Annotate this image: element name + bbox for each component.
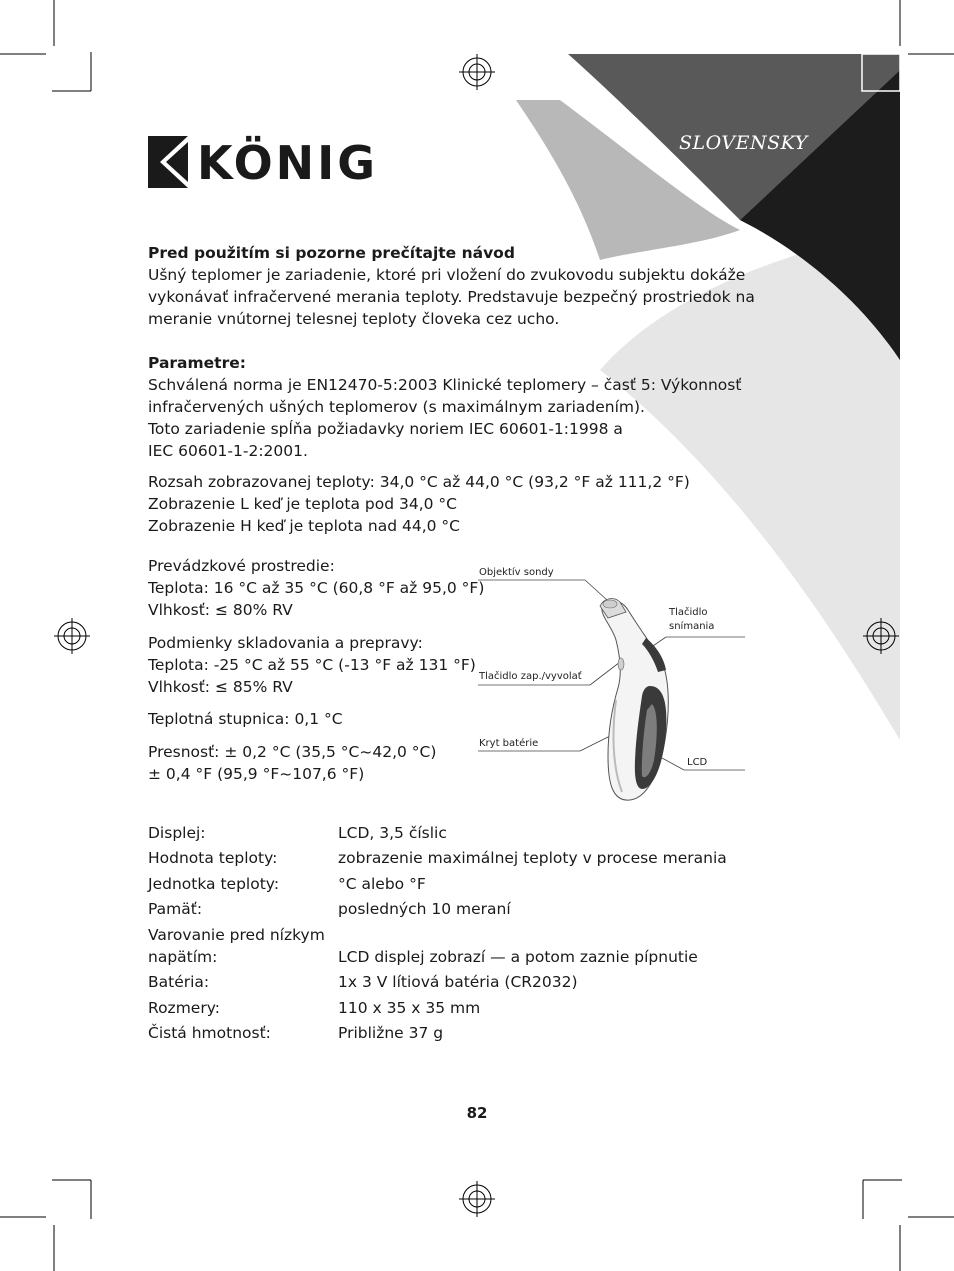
- range-line: Rozsah zobrazovanej teploty: 34,0 °C až 44,0 °C (93,2 °F až 111,2 °F): [148, 473, 690, 491]
- spec-value: °C alebo °F: [338, 875, 426, 893]
- accuracy-line: Presnosť: ± 0,2 °C (35,5 °C~42,0 °C): [148, 743, 437, 761]
- section-storage: [148, 632, 476, 698]
- parameters-line: infračervených ušných teplomerov (s maximálnym zariadením).: [148, 398, 645, 416]
- section-intro: [148, 242, 755, 330]
- spec-value: posledných 10 meraní: [338, 900, 511, 918]
- label-battery-cover: Kryt batérie: [479, 738, 539, 749]
- intro-line: meranie vnútornej telesnej teploty človeka cez ucho.: [148, 310, 560, 328]
- konig-logo-emblem: [148, 136, 188, 188]
- brand-logo-text: KÖNIG: [197, 136, 379, 190]
- spec-value: LCD displej zobrazí — a potom zaznie pípnutie: [338, 948, 698, 966]
- spec-label: Varovanie pred nízkym: [148, 926, 325, 944]
- parameters-heading: Parametre:: [148, 354, 246, 372]
- range-line: Zobrazenie L keď je teplota pod 34,0 °C: [148, 495, 457, 513]
- section-operating: [148, 555, 484, 621]
- section-scale: [148, 708, 343, 730]
- spec-label: Displej:: [148, 824, 206, 842]
- storage-line: Vlhkosť: ≤ 85% RV: [148, 678, 293, 696]
- label-lcd: LCD: [687, 757, 708, 768]
- registration-mark-bottom: [459, 1181, 495, 1217]
- label-power-button: Tlačidlo zap./vyvolať: [479, 671, 582, 682]
- spec-label: Rozmery:: [148, 999, 220, 1017]
- spec-value: Približne 37 g: [338, 1024, 444, 1042]
- section-accuracy: [148, 741, 436, 785]
- spec-value: 1x 3 V lítiová batéria (CR2032): [338, 973, 578, 991]
- language-label: SLOVENSKY: [679, 132, 808, 154]
- intro-line: vykonávať infračervené merania teploty. Predstavuje bezpečný prostriedok na: [148, 288, 755, 306]
- section-range: [148, 471, 690, 537]
- storage-line: Teplota: -25 °C až 55 °C (-13 °F až 131 °F): [148, 656, 476, 674]
- parameters-line: Toto zariadenie spĺňa požiadavky noriem IEC 60601-1:1998 a: [148, 420, 623, 438]
- accuracy-line: ± 0,4 °F (95,9 °F~107,6 °F): [148, 765, 365, 783]
- power-button-icon: [618, 658, 624, 670]
- registration-mark-top: [459, 54, 495, 90]
- operating-line: Prevádzkové prostredie:: [148, 557, 335, 575]
- registration-mark-left: [54, 618, 90, 654]
- spec-label: Pamäť:: [148, 900, 203, 918]
- spec-value: 110 x 35 x 35 mm: [338, 999, 481, 1017]
- spec-label: Hodnota teploty:: [148, 849, 278, 867]
- range-line: Zobrazenie H keď je teplota nad 44,0 °C: [148, 517, 460, 535]
- storage-line: Podmienky skladovania a prepravy:: [148, 634, 423, 652]
- label-scan-button-line2: snímania: [669, 621, 715, 632]
- spec-label-line2: napätím:: [148, 948, 218, 966]
- spec-label: Batéria:: [148, 973, 210, 991]
- parameters-line: Schválená norma je EN12470-5:2003 Klinické teplomery – časť 5: Výkonnosť: [148, 376, 742, 394]
- intro-line: Ušný teplomer je zariadenie, ktoré pri vložení do zvukovodu subjektu dokáže: [148, 266, 746, 284]
- operating-line: Teplota: 16 °C až 35 °C (60,8 °F až 95,0 °F): [148, 579, 485, 597]
- section-parameters: [148, 352, 741, 462]
- spec-label: Čistá hmotnosť:: [148, 1024, 271, 1042]
- label-scan-button: Tlačidlo: [669, 607, 708, 618]
- intro-heading: Pred použitím si pozorne prečítajte návod: [148, 244, 515, 262]
- operating-line: Vlhkosť: ≤ 80% RV: [148, 601, 293, 619]
- thermometer-diagram: [470, 560, 760, 810]
- spec-label: Jednotka teploty:: [148, 875, 280, 893]
- parameters-line: IEC 60601-1-2:2001.: [148, 442, 308, 460]
- page-number: 82: [466, 1104, 488, 1122]
- spec-value: zobrazenie maximálnej teploty v procese merania: [338, 849, 727, 867]
- spec-value: LCD, 3,5 číslic: [338, 824, 447, 842]
- label-probe-lens: Objektív sondy: [479, 567, 554, 578]
- scale-line: Teplotná stupnica: 0,1 °C: [148, 710, 343, 728]
